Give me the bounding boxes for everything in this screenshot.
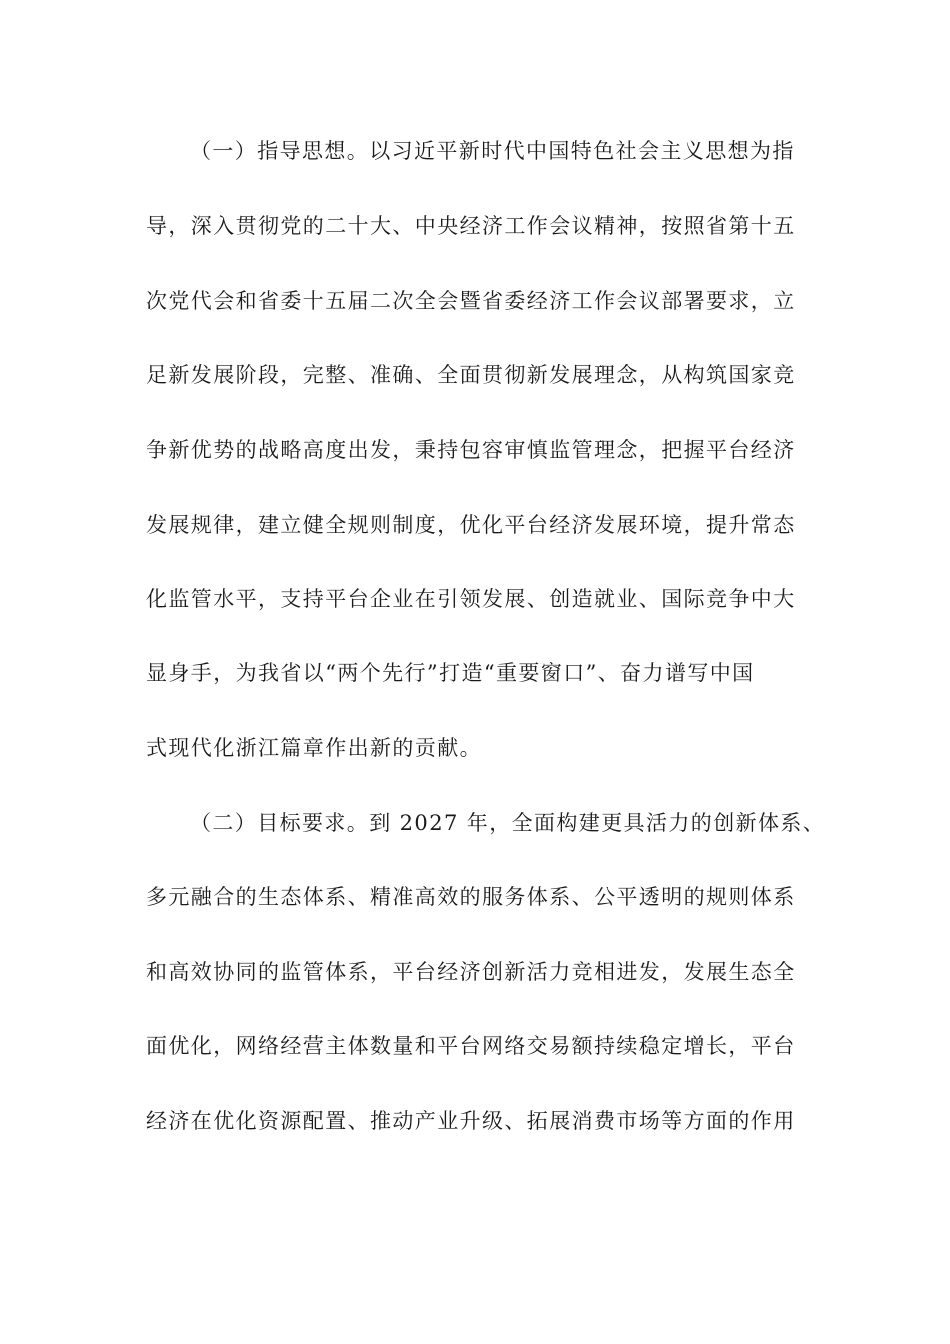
paragraph-1-line-8: 显身手，为我省以“两个先行”打造“重要窗口”、奋力谱写中国 — [146, 661, 755, 685]
paragraph-1-line-9: 式现代化浙江篇章作出新的贡献。 — [146, 736, 482, 760]
paragraph-1-line-7: 化监管水平，支持平台企业在引领发展、创造就业、国际竞争中大 — [146, 587, 796, 611]
paragraph-2-line-1: （二）目标要求。到 2027 年，全面构建更具活力的创新体系、 — [190, 811, 826, 835]
paragraph-1-line-2: 导，深入贯彻党的二十大、中央经济工作会议精神，按照省第十五 — [146, 214, 796, 238]
paragraph-1-line-6: 发展规律，建立健全规则制度，优化平台经济发展环境，提升常态 — [146, 513, 796, 537]
paragraph-1-line-5: 争新优势的战略高度出发，秉持包容审慎监管理念，把握平台经济 — [146, 438, 796, 462]
paragraph-2-line-4: 面优化，网络经营主体数量和平台网络交易额持续稳定增长，平台 — [146, 1034, 796, 1058]
paragraph-2-line-3: 和高效协同的监管体系，平台经济创新活力竞相进发，发展生态全 — [146, 960, 796, 984]
paragraph-2-line-5: 经济在优化资源配置、推动产业升级、拓展消费市场等方面的作用 — [146, 1109, 796, 1133]
paragraph-1-line-3: 次党代会和省委十五届二次全会暨省委经济工作会议部署要求，立 — [146, 289, 796, 313]
paragraph-1-line-1: （一）指导思想。以习近平新时代中国特色社会主义思想为指 — [190, 139, 795, 163]
paragraph-2-line-2: 多元融合的生态体系、精准高效的服务体系、公平透明的规则体系 — [146, 885, 796, 909]
paragraph-1-line-4: 足新发展阶段，完整、准确、全面贯彻新发展理念，从构筑国家竞 — [146, 363, 796, 387]
